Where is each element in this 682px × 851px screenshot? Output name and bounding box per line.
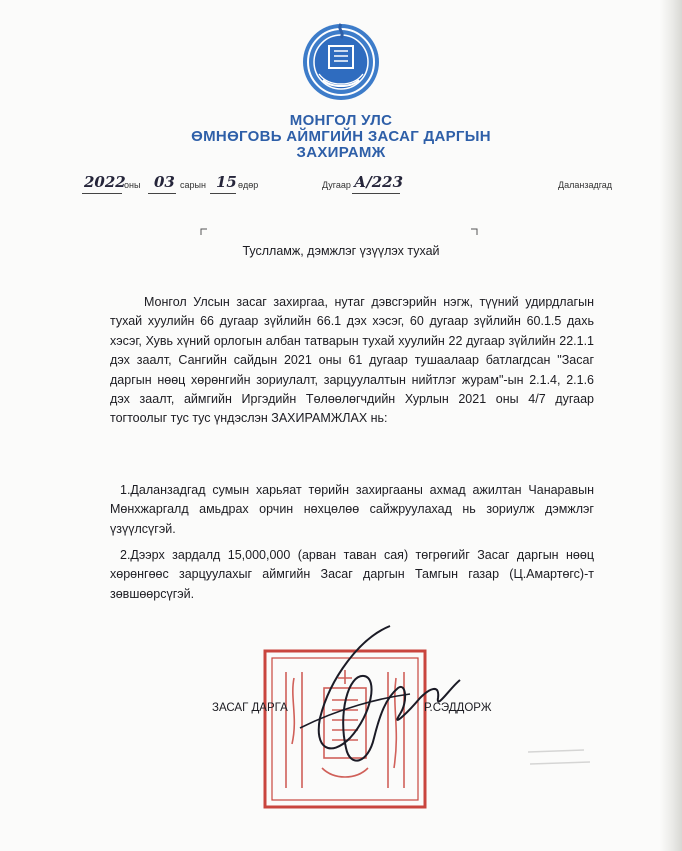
signature-scribble bbox=[290, 618, 480, 778]
header-doc-type: ЗАХИРАМЖ bbox=[296, 144, 386, 161]
number-label: Дугаар bbox=[322, 180, 351, 190]
date-month: 03 bbox=[154, 173, 175, 191]
document-subject: Туслламж, дэмжлэг үзүүлэх тухай bbox=[242, 244, 440, 258]
corner-mark-left bbox=[200, 228, 208, 236]
date-day: 15 bbox=[216, 173, 237, 191]
doc-number: А/223 bbox=[354, 173, 404, 191]
order-item-2: 2.Дээрх зардалд 15,000,000 (арван таван сая) төгрөгийг Засаг даргын нөөц хөрөнгөөс зарцуулахыг аймгийн Засаг даргын Тамгын газар (Ц.Амартөгс)-т зөвшөөрсүгэй. bbox=[110, 548, 594, 601]
header-authority: ӨМНӨГОВЬ АЙМГИЙН ЗАСАГ ДАРГЫН bbox=[191, 128, 491, 145]
order-item-1: 1.Даланзадгад сумын харьяат төрийн захиргааны ахмад ажилтан Чанаравын Мөнхжаргалд амьдрах орчин нөхцөлөө сайжруулахад нь зориулж дэмжлэг үзүүлсүгэй. bbox=[110, 483, 594, 536]
place: Даланзадгад bbox=[558, 180, 613, 190]
preamble-paragraph: Монгол Улсын засаг захиргаа, нутаг дэвсгэрийн нэгж, түүний удирдлагын тухай хуулийн 66 дугаар зүйлийн 66.1 дэх хэсэг, 60 дугаар зүйлийн 60.1.5 дахь хэсэг, Хувь хүний орлогын албан татварын тухай хуулийн 22 дугаар зүйлийн 22.1.1 дэх заалт, Сангийн сайдын 2021 оны 61 дугаар тушаалаар батлагдсан "Засаг даргын нөөц хөрөнгийн зориулалт, зарцуулалтын нийтлэг журам"-ын 2.1.4, 2.1.6 дэх заалт, аймгийн Иргэдийн Төлөөлөгчдийн Хурлын 2021 оны 4/7 дугаар тогтоолыг тус тус үндэслэн ЗАХИРАМЖЛАХ нь: bbox=[110, 295, 594, 426]
signatory-name: Р.СЭДДОРЖ bbox=[424, 702, 492, 714]
meta-row bbox=[82, 173, 622, 198]
date-month-suffix: сарын bbox=[180, 180, 206, 190]
state-emblem-icon bbox=[299, 18, 383, 102]
date-year: 2022 bbox=[84, 173, 126, 191]
header-country: МОНГОЛ УЛС bbox=[289, 112, 393, 129]
date-day-suffix: өдөр bbox=[238, 180, 259, 190]
signatory-title: ЗАСАГ ДАРГА bbox=[212, 702, 288, 714]
date-year-suffix: оны bbox=[124, 180, 141, 190]
corner-mark-right bbox=[470, 228, 478, 236]
bleed-through-mark bbox=[524, 742, 594, 776]
